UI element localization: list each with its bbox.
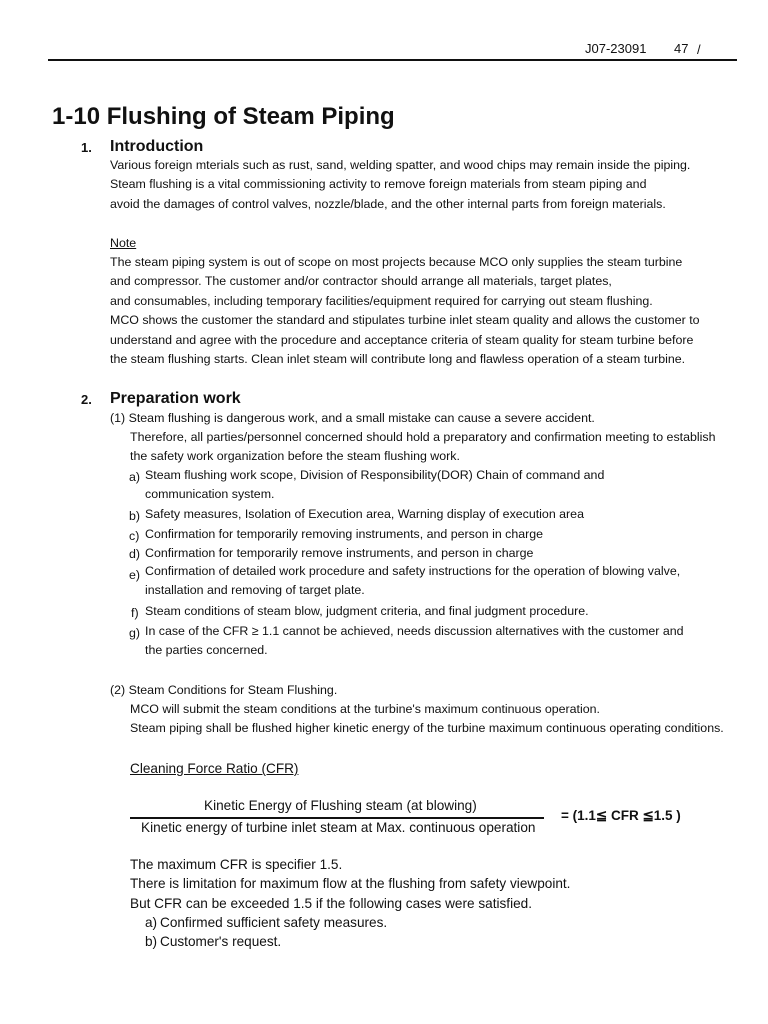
cfr-denominator: Kinetic energy of turbine inlet steam at Max. continuous operation: [141, 820, 536, 835]
text-line: Steam piping shall be flushed higher kinetic energy of the turbine maximum continuous operating conditions.: [130, 721, 724, 736]
case-label: a): [145, 915, 158, 930]
text-line: But CFR can be exceeded 1.5 if the following cases were satisfied.: [130, 895, 532, 911]
text-line: and compressor. The customer and/or contractor should arrange all materials, target plates,: [110, 274, 612, 289]
page-number-suffix: /: [697, 42, 701, 57]
case-text: Customer's request.: [160, 934, 282, 949]
prep-item-2-body: [130, 700, 724, 739]
sub-item-text: Steam conditions of steam blow, judgment criteria, and final judgment procedure.: [145, 604, 589, 618]
sub-item-label: f): [131, 606, 139, 620]
page-number: 47: [674, 41, 689, 56]
case-label: b): [145, 934, 158, 949]
sub-item-label: a): [129, 470, 141, 484]
sub-item-text: [145, 466, 604, 505]
text-line: MCO shows the customer the standard and stipulates turbine inlet steam quality and allows the customer to: [110, 313, 700, 328]
prep-item-1-lead: (1) Steam flushing is dangerous work, and a small mistake can cause a severe accident.: [110, 411, 595, 425]
text-line: The maximum CFR is specifier 1.5.: [130, 857, 343, 872]
sub-item-label: e): [129, 568, 141, 582]
text-line: the parties concerned.: [145, 643, 268, 658]
text-line: installation and removing of target plate.: [145, 583, 365, 598]
cfr-heading: Cleaning Force Ratio (CFR): [130, 761, 299, 776]
text-line: The steam piping system is out of scope on most projects because MCO only supplies the steam turbine: [110, 255, 683, 269]
cfr-numerator: Kinetic Energy of Flushing steam (at blowing): [204, 798, 477, 813]
cfr-range: = (1.1≦ CFR ≦1.5 ): [561, 808, 681, 823]
text-line: Various foreign mterials such as rust, sand, welding spatter, and wood chips may remain inside the piping.: [110, 158, 691, 172]
text-line: Therefore, all parties/personnel concerned should hold a preparatory and confirmation meeting to establish: [130, 430, 716, 444]
text-line: the steam flushing starts. Clean inlet steam will contribute long and flawless operation of a steam turbine.: [110, 352, 686, 367]
text-line: There is limitation for maximum flow at the flushing from safety viewpoint.: [130, 876, 571, 892]
text-line: Steam flushing is a vital commissioning activity to remove foreign materials from steam piping and: [110, 177, 647, 192]
sub-item-label: c): [129, 529, 140, 543]
sub-item-text: Confirmation for temporarily remove instruments, and person in charge: [145, 546, 534, 560]
sub-item-label: b): [129, 509, 141, 523]
page-title: 1-10 Flushing of Steam Piping: [52, 103, 395, 130]
text-line: communication system.: [145, 487, 275, 502]
sub-item-text: [145, 562, 680, 601]
note-paragraph: [110, 253, 700, 369]
prep-item-1-body: [130, 428, 715, 467]
text-line: Steam flushing work scope, Division of Responsibility(DOR) Chain of command and: [145, 468, 605, 482]
text-line: MCO will submit the steam conditions at the turbine's maximum continuous operation.: [130, 702, 600, 716]
cfr-notes: [130, 855, 570, 913]
note-label: Note: [110, 236, 137, 250]
section-2-heading: Preparation work: [110, 390, 241, 407]
sub-item-label: d): [129, 547, 141, 561]
sub-item-text: Safety measures, Isolation of Execution area, Warning display of execution area: [145, 507, 584, 521]
text-line: understand and agree with the procedure and acceptance criteria of steam quality for steam turbine before: [110, 332, 694, 347]
sub-item-text: [145, 622, 684, 661]
text-line: avoid the damages of control valves, nozzle/blade, and the other internal parts from foreign materials.: [110, 196, 666, 211]
section-1-number: 1.: [81, 140, 92, 155]
sub-item-label: g): [129, 626, 141, 640]
case-text: Confirmed sufficient safety measures.: [160, 915, 388, 930]
text-line: and consumables, including temporary facilities/equipment required for carrying out steam flushing.: [110, 293, 653, 308]
header-rule: [48, 59, 737, 61]
document-number: J07-23091: [585, 41, 647, 56]
text-line: Confirmation of detailed work procedure and safety instructions for the operation of blowing valve,: [145, 564, 681, 578]
sub-item-text: Confirmation for temporarily removing instruments, and person in charge: [145, 527, 544, 541]
section-1-paragraph: [110, 156, 690, 214]
text-line: In case of the CFR ≥ 1.1 cannot be achieved, needs discussion alternatives with the customer and: [145, 624, 684, 638]
section-1-heading: Introduction: [110, 138, 204, 155]
text-line: the safety work organization before the steam flushing work.: [130, 449, 460, 464]
prep-item-2-lead: (2) Steam Conditions for Steam Flushing.: [110, 683, 338, 697]
section-2-number: 2.: [81, 392, 92, 407]
